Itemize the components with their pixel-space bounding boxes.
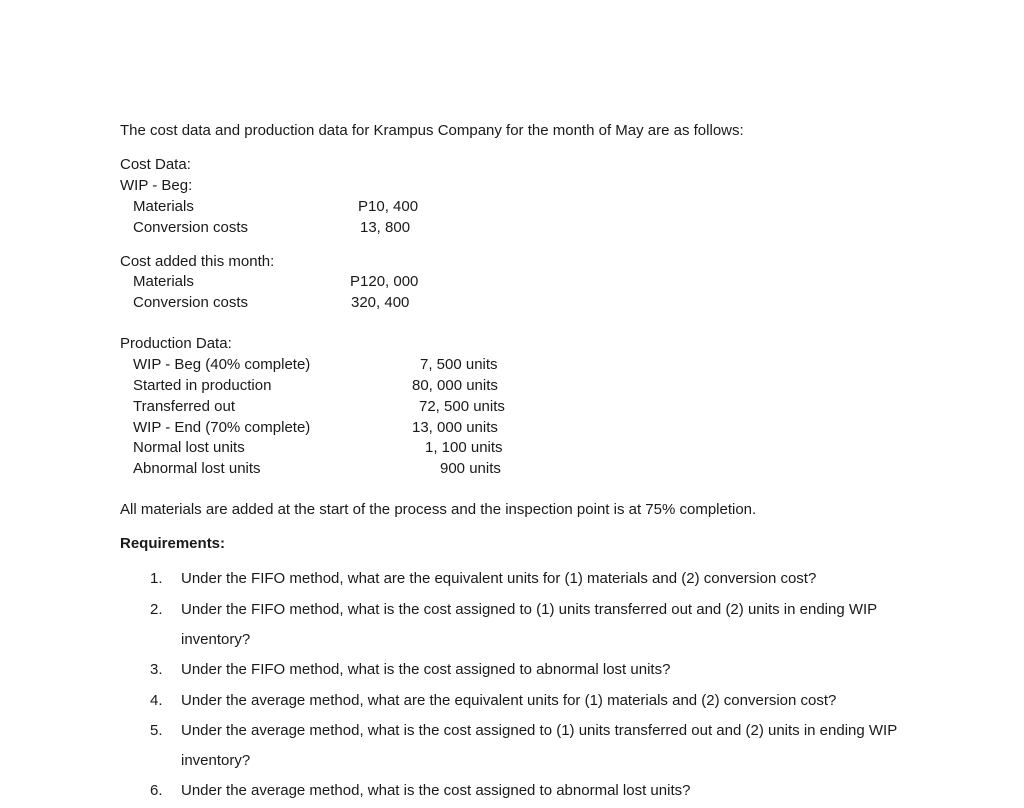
req-number: 2. — [150, 601, 163, 618]
wip-beg-label: WIP - Beg: — [120, 177, 193, 194]
cost-added-label: Cost added this month: — [120, 253, 275, 270]
prod-row-label: Normal lost units — [133, 439, 245, 456]
added-conversion-label: Conversion costs — [133, 294, 249, 311]
req-text: Under the average method, what is the cost assigned to (1) units transferred out and (2) units in ending WIP — [181, 722, 898, 739]
req-text-continued: inventory? — [181, 752, 251, 769]
added-materials-label: Materials — [133, 273, 194, 290]
added-materials-value: P120, 000 — [350, 273, 419, 290]
req-number: 4. — [150, 692, 163, 709]
req-number: 6. — [150, 782, 163, 799]
prod-row-value: 900 units — [440, 460, 501, 477]
cost-data-heading: Cost Data: — [120, 156, 191, 173]
req-number: 3. — [150, 661, 163, 678]
prod-row-value: 80, 000 units — [412, 377, 498, 394]
req-number: 1. — [150, 570, 163, 587]
prod-row-label: Started in production — [133, 377, 272, 394]
req-text: Under the average method, what are the equivalent units for (1) materials and (2) conversion cost? — [181, 692, 837, 709]
production-data-heading: Production Data: — [120, 335, 232, 352]
wip-beg-materials-value: P10, 400 — [358, 198, 419, 215]
requirements-heading: Requirements: — [120, 535, 226, 552]
intro-text: The cost data and production data for Krampus Company for the month of May are as follows: — [120, 122, 744, 139]
wip-beg-conversion-value: 13, 800 — [360, 219, 411, 236]
wip-beg-materials-label: Materials — [133, 198, 194, 215]
req-text: Under the FIFO method, what is the cost assigned to abnormal lost units? — [181, 661, 671, 678]
prod-row-label: WIP - Beg (40% complete) — [133, 356, 311, 373]
prod-row-value: 72, 500 units — [419, 398, 505, 415]
added-conversion-value: 320, 400 — [351, 294, 410, 311]
prod-row-value: 13, 000 units — [412, 419, 498, 436]
req-text: Under the average method, what is the cost assigned to abnormal lost units? — [181, 782, 691, 799]
prod-row-label: WIP - End (70% complete) — [133, 419, 311, 436]
note-text: All materials are added at the start of the process and the inspection point is at 75% completion. — [120, 501, 757, 518]
req-text-continued: inventory? — [181, 631, 251, 648]
prod-row-label: Transferred out — [133, 398, 235, 415]
prod-row-value: 7, 500 units — [420, 356, 498, 373]
wip-beg-conversion-label: Conversion costs — [133, 219, 249, 236]
req-number: 5. — [150, 722, 163, 739]
prod-row-label: Abnormal lost units — [133, 460, 261, 477]
req-text: Under the FIFO method, what is the cost assigned to (1) units transferred out and (2) units in ending WIP — [181, 601, 878, 618]
req-text: Under the FIFO method, what are the equivalent units for (1) materials and (2) conversion cost? — [181, 570, 817, 587]
prod-row-value: 1, 100 units — [425, 439, 503, 456]
